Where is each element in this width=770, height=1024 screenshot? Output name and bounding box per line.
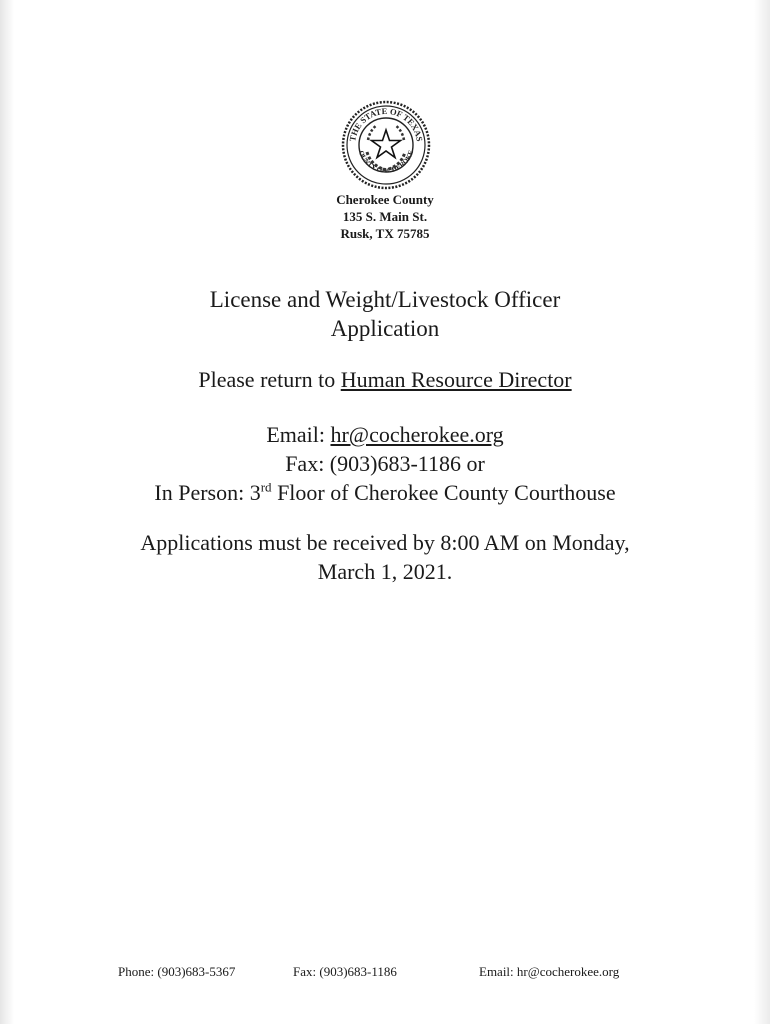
- scan-edge-left: [0, 0, 14, 1024]
- county-name: Cherokee County: [336, 192, 434, 207]
- deadline-notice: [0, 528, 770, 586]
- title-line-2: Application: [330, 316, 440, 341]
- return-prefix: Please return to: [198, 367, 341, 392]
- document-title: [0, 285, 770, 343]
- in-person-ordinal: rd: [260, 479, 272, 495]
- return-instruction: [0, 366, 770, 394]
- email-line: [0, 420, 770, 449]
- deadline-line-1: Applications must be received by 8:00 AM on Monday,: [140, 530, 630, 555]
- address-street: 135 S. Main St.: [342, 209, 428, 224]
- scan-edge-right: [754, 0, 770, 1024]
- deadline-line-2: March 1, 2021.: [317, 559, 453, 584]
- footer-fax: Fax: (903)683-1186: [293, 964, 397, 979]
- in-person-line: [0, 478, 770, 507]
- footer-email: Email: hr@cocherokee.org: [479, 964, 620, 979]
- fax-line: Fax: (903)683-1186 or: [285, 451, 485, 476]
- in-person-prefix: In Person: 3: [154, 480, 261, 505]
- county-seal-icon: [341, 100, 431, 190]
- email-link[interactable]: hr@cocherokee.org: [330, 422, 504, 447]
- svg-text:COUNTY OF CHEROKEE: OUNTY OF CHEROKE: [356, 149, 416, 175]
- title-line-1: License and Weight/Livestock Officer: [209, 287, 561, 312]
- email-label: Email:: [266, 422, 331, 447]
- contact-block: [0, 420, 770, 507]
- address-city: Rusk, TX 75785: [340, 226, 430, 241]
- county-address-block: [0, 191, 770, 242]
- in-person-suffix: Floor of Cherokee County Courthouse: [271, 480, 616, 505]
- return-recipient: Human Resource Director: [340, 367, 572, 392]
- svg-text:THE STATE OF TEXAS: THE STATE OF TEXAS: [347, 105, 425, 143]
- footer-phone: Phone: (903)683-5367: [118, 964, 236, 979]
